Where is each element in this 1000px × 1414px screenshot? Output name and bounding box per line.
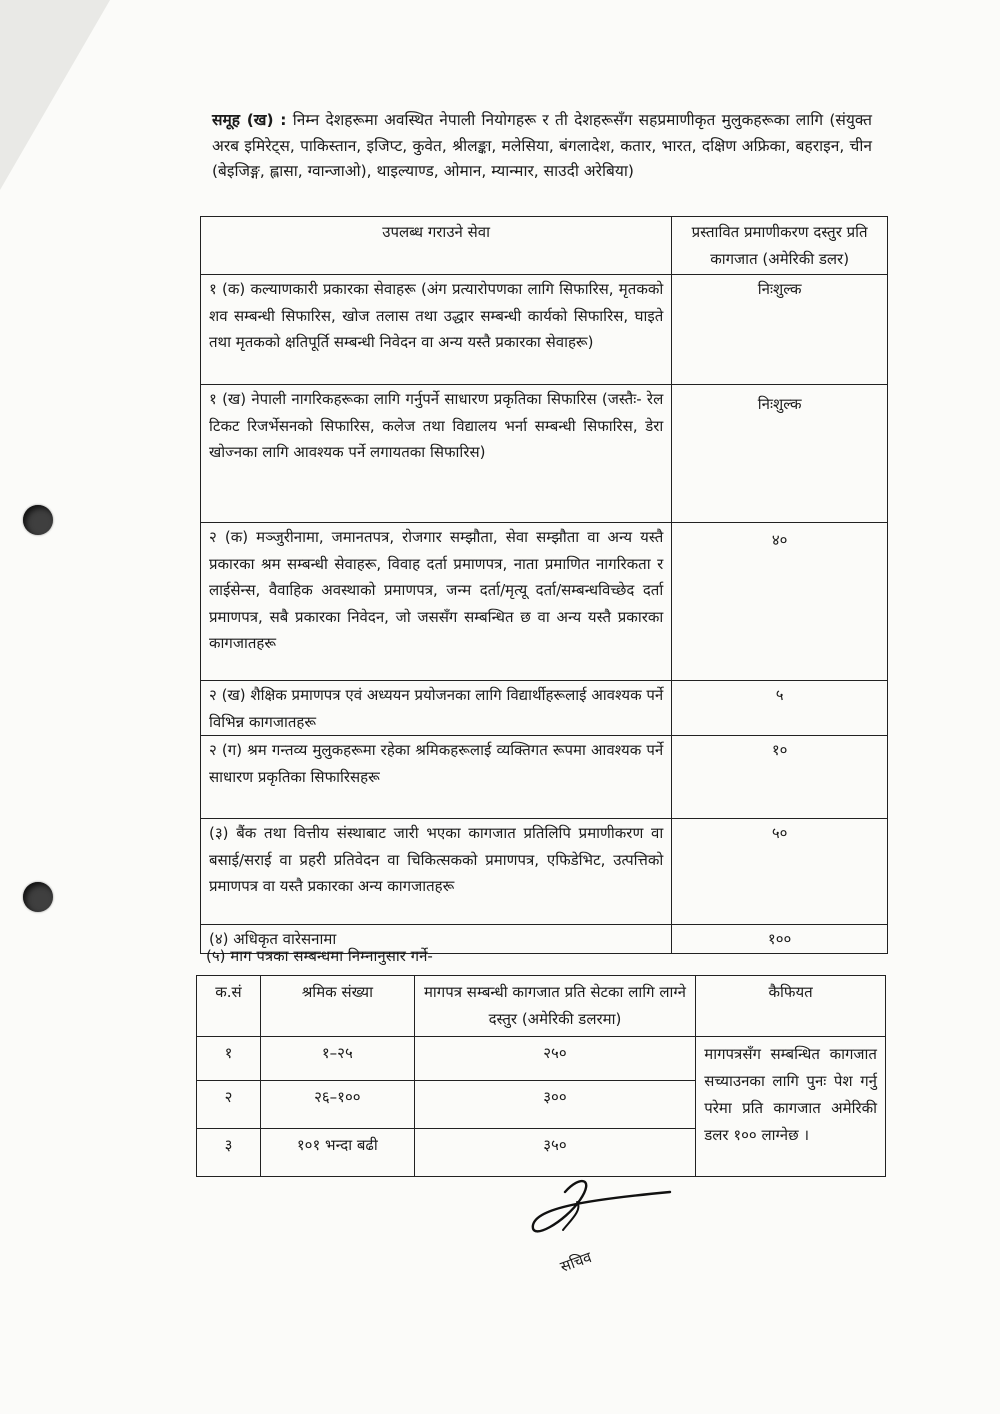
service-cell: २ (ख) शैक्षिक प्रमाणपत्र एवं अध्ययन प्रयोजनका लागि विद्यार्थीहरूलाई आवश्यक पर्ने विभिन्न कागजातहरू (201, 681, 672, 736)
table-row (201, 819, 888, 925)
service-cell: (३) बैंक तथा वित्तीय संस्थाबाट जारी भएका कागजात प्रतिलिपि प्रमाणीकरण वा बसाई/सराई वा प्रहरी प्रतिवेदन वा चिकित्सकको प्रमाणपत्र, एफिडेभिट, उत्पत्तिको प्रमाणपत्र वा यस्तै प्रकारका अन्य कागजातहरू (201, 819, 672, 925)
fees-table-header (201, 217, 888, 275)
fee-cell: ५० (672, 819, 888, 925)
service-cell: १ (ख) नेपाली नागरिकहरूका लागि गर्नुपर्ने साधारण प्रकृतिका सिफारिस (जस्तैः- रेल टिकट रिजर्भेसनको सिफारिस, कलेज तथा विद्यालय भर्ना सम्बन्धी सिफारिस, डेरा खोज्नका लागि आवश्यक पर्ने लगायतका सिफारिस) (201, 385, 672, 523)
punch-hole-bottom (23, 882, 53, 912)
fee-cell: १०० (672, 925, 888, 954)
intro-paragraph (212, 108, 872, 185)
service-cell: २ (ग) श्रम गन्तव्य मुलुकहरूमा रहेका श्रमिकहरूलाई व्यक्तिगत रूपमा आवश्यक पर्ने साधारण प्रकृतिका सिफारिसहरू (201, 736, 672, 819)
sn-cell: ३ (197, 1129, 261, 1177)
sn-cell: २ (197, 1081, 261, 1129)
header-workers: श्रमिक संख्या (260, 976, 414, 1037)
fee-cell: निःशुल्क (672, 385, 888, 523)
header-fee: मागपत्र सम्बन्धी कागजात प्रति सेटका लागि लाग्ने दस्तुर (अमेरिकी डलरमा) (414, 976, 696, 1037)
signature-label: सचिव (557, 1248, 595, 1276)
fee-cell: १० (672, 736, 888, 819)
fee-cell: ३०० (414, 1081, 696, 1129)
header-fee: प्रस्तावित प्रमाणीकरण दस्तुर प्रति कागजात (अमेरिकी डलर) (672, 217, 888, 275)
fee-cell: २५० (414, 1037, 696, 1081)
table-row (201, 681, 888, 736)
header-sn: क.सं (197, 976, 261, 1037)
folded-corner (0, 0, 110, 190)
sn-cell: १ (197, 1037, 261, 1081)
fee-cell: ३५० (414, 1129, 696, 1177)
workers-cell: १०१ भन्दा बढी (260, 1129, 414, 1177)
demand-table-header (197, 976, 886, 1037)
group-description: निम्न देशहरूमा अवस्थित नेपाली नियोगहरू र ती देशहरूसँग सहप्रमाणीकृत मुलुकहरूका लागि (संयुक्त अरब इमिरेट्स, पाकिस्तान, इजिप्ट, कुवेत, श्रीलङ्का, मलेसिया, बंगलादेश, कतार, भारत, दक्षिण अफ्रिका, बहराइन, चीन (बेइजिङ्ग, ह्लासा, ग्वान्जाओ), थाइल्याण्ड, ओमान, म्यान्मार, साउदी अरेबिया) (212, 111, 872, 180)
service-cell: (४) अधिकृत वारेसनामा (201, 925, 672, 954)
demand-letter-table (196, 975, 886, 1177)
punch-hole-top (23, 505, 53, 535)
intro-text-block (212, 108, 872, 185)
workers-cell: १–२५ (260, 1037, 414, 1081)
fee-cell: ४० (672, 523, 888, 681)
header-remark: कैफियत (696, 976, 886, 1037)
header-service: उपलब्ध गराउने सेवा (201, 217, 672, 275)
fee-cell: निःशुल्क (672, 275, 888, 385)
group-label: समूह (ख) : (212, 111, 287, 129)
fees-table (200, 216, 888, 954)
workers-cell: २६–१०० (260, 1081, 414, 1129)
table-row (201, 275, 888, 385)
section5-title: (५) माग पत्रका सम्बन्धमा निम्नानुसार गर्ने- (206, 947, 433, 965)
service-cell: १ (क) कल्याणकारी प्रकारका सेवाहरू (अंग प्रत्यारोपणका लागि सिफारिस, मृतकको शव सम्बन्धी सिफारिस, खोज तलास तथा उद्धार सम्बन्धी कार्यको सिफारिस, घाइते तथा मृतकको क्षतिपूर्ति सम्बन्धी निवेदन वा अन्य यस्तै प्रकारका सेवाहरू) (201, 275, 672, 385)
fee-cell: ५ (672, 681, 888, 736)
table-row (201, 385, 888, 523)
table-row (197, 1037, 886, 1081)
table-row (201, 736, 888, 819)
remark-cell: मागपत्रसँग सम्बन्धित कागजात सच्याउनका लागि पुनः पेश गर्नु परेमा प्रति कागजात अमेरिकी डलर १०० लाग्नेछ । (696, 1037, 886, 1177)
table-row (201, 523, 888, 681)
service-cell: २ (क) मञ्जुरीनामा, जमानतपत्र, रोजगार सम्झौता, सेवा सम्झौता वा अन्य यस्तै प्रकारका श्रम सम्बन्धी सेवाहरू, विवाह दर्ता प्रमाणपत्र, नाता प्रमाणित नागरिकता र लाईसेन्स, वैवाहिक अवस्थाको प्रमाणपत्र, जन्म दर्ता/मृत्यू दर्ता/सम्बन्धविच्छेद दर्ता प्रमाणपत्र, सबै प्रकारका निवेदन, जो जससँग सम्बन्धित छ वा अन्य यस्तै प्रकारका कागजातहरू (201, 523, 672, 681)
signature (525, 1170, 675, 1250)
